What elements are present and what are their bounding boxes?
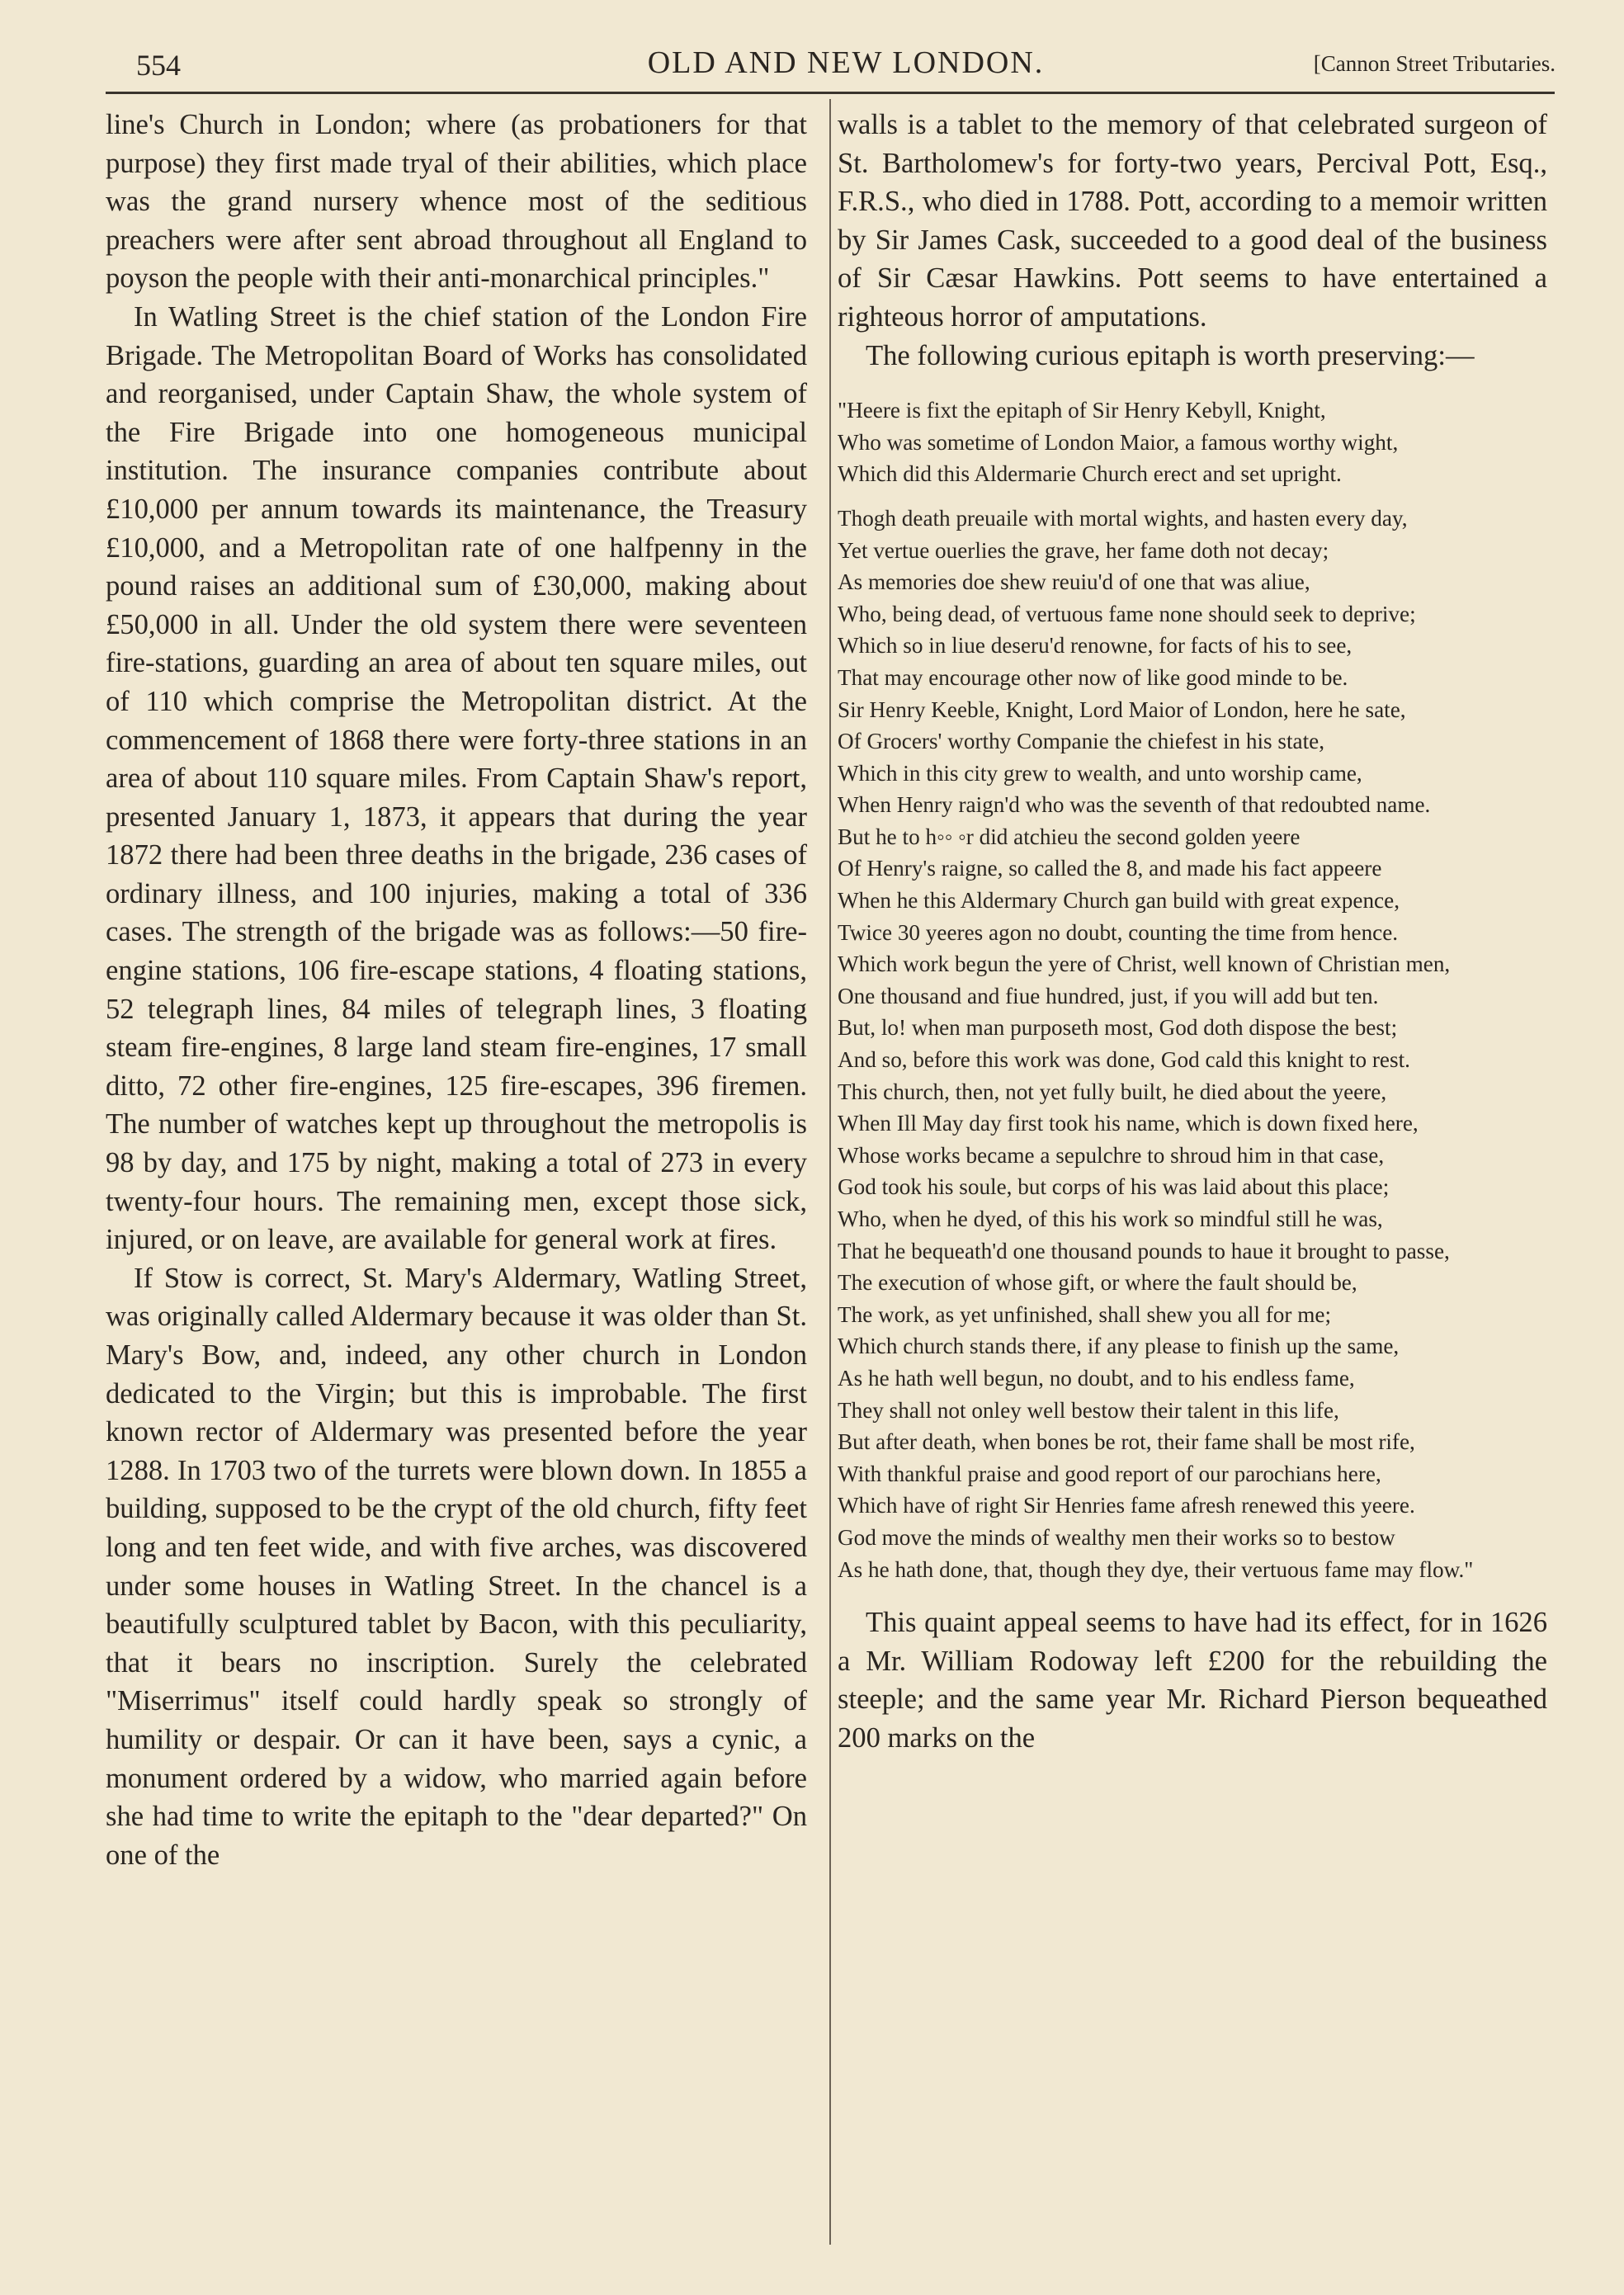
verse-line: God took his soule, but corps of his was laid about this place; bbox=[838, 1174, 1390, 1200]
verse-line: Who, when he dyed, of this his work so mindful still he was, bbox=[838, 1207, 1383, 1231]
verse-line: The execution of whose gift, or where the fault should be, bbox=[838, 1270, 1357, 1296]
verse-line: Which church stands there, if any please to finish up the same, bbox=[838, 1334, 1400, 1359]
paragraph: The following curious epitaph is worth preserving:— bbox=[866, 339, 1475, 371]
verse-line: But he to h◦◦ ◦r did atchieu the second golden yeere bbox=[838, 824, 1301, 849]
verse-line: Which did this Aldermarie Church erect and set upright. bbox=[838, 461, 1342, 487]
verse-line: But, lo! when man purposeth most, God doth dispose the best; bbox=[838, 1015, 1398, 1041]
right-column bbox=[838, 106, 1547, 1758]
left-column bbox=[106, 106, 807, 1874]
epitaph-verse bbox=[838, 503, 1547, 1585]
verse-line: They shall not onley well bestow their talent in this life, bbox=[838, 1397, 1339, 1423]
epitaph-heading bbox=[838, 394, 1547, 490]
verse-line: As he hath well begun, no doubt, and to his endless fame, bbox=[838, 1365, 1355, 1391]
verse-line: Which so in liue deseru'd renowne, for facts of his to see, bbox=[838, 633, 1353, 659]
verse-line: Which in this city grew to wealth, and unto worship came, bbox=[838, 760, 1362, 786]
verse-line: Twice 30 yeeres agon no doubt, counting the time from hence. bbox=[838, 919, 1399, 945]
column-divider bbox=[829, 99, 831, 2245]
verse-line: Thogh death preuaile with mortal wights, and hasten every day, bbox=[838, 505, 1408, 531]
verse-line: With thankful praise and good report of our parochians here, bbox=[838, 1461, 1381, 1486]
verse-line: This church, then, not yet fully built, he died about the yeere, bbox=[838, 1079, 1387, 1104]
verse-line: Which work begun the yere of Christ, well known of Christian men, bbox=[838, 952, 1451, 977]
verse-line: Who, being dead, of vertuous fame none should seek to deprive; bbox=[838, 601, 1416, 626]
verse-line: Whose works became a sepulchre to shroud him in that case, bbox=[838, 1142, 1385, 1168]
verse-line: Who was sometime of London Maior, a famous worthy wight, bbox=[838, 429, 1399, 455]
verse-line: Of Grocers' worthy Companie the chiefest in his state, bbox=[838, 729, 1325, 754]
header-rule bbox=[106, 92, 1555, 94]
verse-line: When he this Aldermary Church gan build with great expence, bbox=[838, 888, 1400, 914]
paragraph: In Watling Street is the chief station of the London Fire Brigade. The Metropolitan Board of Works has consolidated and reorganised, under Captain Shaw, the whole system of the Fire Brigade into one homogeneous municipal institution. The insurance companies contribute about £10,000 per annum towards its maintenance, the Treasury £10,000, and a Metropolitan rate of one halfpenny in the pound raises an additional sum of £30,000, making about £50,000 in all. Under the old system there were seventeen fire-stations, guarding an area of about ten square miles, out of 110 which comprise the Metropolitan district. At the commencement of 1868 there were forty-three stations in an area of about 110 square miles. From Captain Shaw's report, presented January 1, 1873, it appears that during the year 1872 there had been three deaths in the brigade, 236 cases of ordinary illness, and 100 injuries, making a total of 336 cases. The strength of the brigade was as follows:—50 fire-engine stations, 106 fire-escape stations, 4 floating stations, 52 telegraph lines, 84 miles of telegraph lines, 3 floating steam fire-engines, 8 large land steam fire-engines, 17 small ditto, 72 other fire-engines, 125 fire-escapes, 396 firemen. The number of watches kept up throughout the metropolis is 98 by day, and 175 by night, making a total of 273 in every twenty-four hours. The remaining men, except those sick, injured, or on leave, are available for general work at fires. bbox=[106, 300, 807, 1256]
paragraph: If Stow is correct, St. Mary's Aldermary, Watling Street, was originally called Aldermary because it was older than St. Mary's Bow, and, indeed, any other church in London dedicated to the Virgin; but this is improbable. The first known rector of Aldermary was presented before the year 1288. In 1703 two of the turrets were blown down. In 1855 a building, supposed to be the crypt of the old church, fifty feet long and ten feet wide, and with five arches, was discovered under some houses in Watling Street. In the chancel is a beautifully sculptured tablet by Bacon, with this peculiarity, that it bears no inscription. Surely the celebrated "Miserrimus" itself could hardly speak so strongly of humility or despair. Or can it have been, says a cynic, a monument ordered by a widow, who married again before she had time to write the epitaph to the "dear departed?" On one of the bbox=[106, 1262, 807, 1871]
verse-line: Sir Henry Keeble, Knight, Lord Maior of London, here he sate, bbox=[838, 697, 1406, 722]
page-number: 554 bbox=[136, 49, 181, 82]
verse-line: As he hath done, that, though they dye, their vertuous fame may flow." bbox=[838, 1556, 1474, 1582]
paragraph: walls is a tablet to the memory of that celebrated surgeon of St. Bartholomew's for forty-two years, Percival Pott, Esq., F.R.S., who died in 1788. Pott, according to a memoir written by Sir James Cask, succeeded to a good deal of the business of Sir Cæsar Hawkins. Pott seems to have entertained a righteous horror of amputations. bbox=[838, 109, 1547, 333]
running-title: OLD AND NEW LONDON. bbox=[647, 45, 1045, 80]
verse-line: That he bequeath'd one thousand pounds to haue it brought to passe, bbox=[838, 1238, 1450, 1263]
paragraph: line's Church in London; where (as probationers for that purpose) they first made tryal of their abilities, which place was the grand nursery whence most of the seditious preachers were after sent abroad throughout all England to poyson the people with their anti-monarchical principles." bbox=[106, 109, 807, 295]
running-header bbox=[136, 41, 1556, 91]
verse-line: When Ill May day first took his name, which is down fixed here, bbox=[838, 1111, 1419, 1136]
verse-line: Which have of right Sir Henries fame afresh renewed this yeere. bbox=[838, 1493, 1415, 1518]
verse-line: As memories doe shew reuiu'd of one that was aliue, bbox=[838, 569, 1310, 595]
verse-line: Yet vertue ouerlies the grave, her fame doth not decay; bbox=[838, 537, 1329, 563]
section-title: [Cannon Street Tributaries. bbox=[1313, 51, 1556, 76]
verse-line: One thousand and fiue hundred, just, if you will add but ten. bbox=[838, 983, 1379, 1008]
verse-line: When Henry raign'd who was the seventh of that redoubted name. bbox=[838, 792, 1431, 818]
verse-line: But after death, when bones be rot, their fame shall be most rife, bbox=[838, 1429, 1415, 1455]
paragraph: This quaint appeal seems to have had its effect, for in 1626 a Mr. William Rodoway left £200 for the rebuilding the steeple; and the same year Mr. Richard Pierson bequeathed 200 marks on the bbox=[838, 1607, 1547, 1754]
verse-line: That may encourage other now of like good minde to be. bbox=[838, 664, 1348, 690]
verse-line: And so, before this work was done, God cald this knight to rest. bbox=[838, 1047, 1410, 1073]
verse-line: Of Henry's raigne, so called the 8, and made his fact appeere bbox=[838, 856, 1382, 881]
verse-line: "Heere is fixt the epitaph of Sir Henry Kebyll, Knight, bbox=[838, 398, 1326, 423]
verse-line: The work, as yet unfinished, shall shew you all for me; bbox=[838, 1301, 1331, 1327]
verse-line: God move the minds of wealthy men their works so to bestow bbox=[838, 1524, 1395, 1550]
